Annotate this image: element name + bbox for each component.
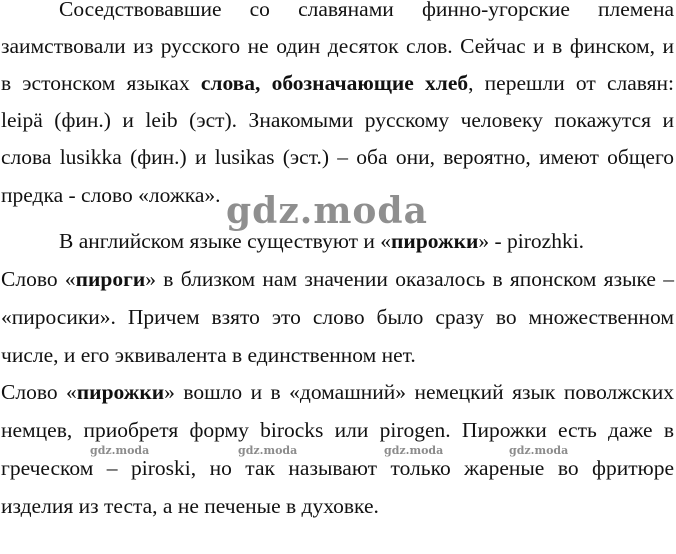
- text-span: слова lusikka (фин.) и lusikas (эст.) – оба они, вероятно, имеют общего: [1, 145, 674, 169]
- paragraph-1-line-3: [1, 68, 674, 98]
- paragraph-3-line-2: [1, 302, 674, 332]
- text-span: Слово «: [1, 267, 76, 291]
- text-span: числе, и его эквивалента в единственном нет.: [1, 343, 416, 367]
- text-span: leipä (фин.) и leib (эст). Знакомыми русскому человеку покажутся и: [1, 108, 674, 132]
- bold-term: слова, обозначающие хлеб: [200, 71, 469, 95]
- paragraph-1-line-1: [59, 0, 674, 24]
- text-span: В английском языке существуют и «: [59, 229, 392, 253]
- watermark-small-1: gdz.moda: [90, 444, 150, 457]
- text-span: Слово «: [1, 380, 77, 404]
- text-span: » - pirozhki.: [478, 229, 585, 253]
- watermark-small-2: gdz.moda: [238, 444, 298, 457]
- text-span: предка - слово «ложка».: [1, 183, 221, 207]
- bold-term: пирожки: [76, 380, 165, 404]
- text-span: , перешли от славян:: [468, 71, 675, 95]
- paragraph-1-line-4: [1, 105, 674, 135]
- text-span: » в близком нам значении оказалось в японском языке –: [145, 267, 674, 291]
- watermark-small-4: gdz.moda: [509, 444, 569, 457]
- watermark-small-3: gdz.moda: [384, 444, 444, 457]
- watermark-logo: gdz.moda: [226, 190, 428, 232]
- text-span: в эстонском языках: [1, 71, 201, 95]
- paragraph-3-line-1: [1, 264, 674, 294]
- paragraph-1-line-5: [1, 142, 674, 172]
- text-span: «пиросики». Причем взято это слово было сразу во множественном: [1, 305, 674, 329]
- paragraph-4-line-1: [1, 377, 674, 407]
- paragraph-3-line-3: [1, 340, 674, 370]
- text-span: греческом – piroski, но так называют только жареные во фритюре: [1, 456, 674, 480]
- bold-term: пирожки: [391, 229, 479, 253]
- text-span: немцев, приобретя форму birocks или pirogen. Пирожки есть даже в: [1, 418, 674, 442]
- bold-term: пироги: [75, 267, 146, 291]
- text-span: » вошло и в «домашний» немецкий язык поволжских: [164, 380, 674, 404]
- text-span: Соседствовавшие со славянами финно-угорские племена: [59, 0, 674, 21]
- paragraph-1-line-2: [1, 31, 674, 61]
- paragraph-4-line-2: [1, 415, 674, 445]
- text-span: изделия из теста, а не печеные в духовке.: [1, 494, 379, 518]
- paragraph-4-line-4: [1, 491, 674, 521]
- paragraph-4-line-3: [1, 453, 674, 483]
- text-span: заимствовали из русского не один десяток слов. Сейчас и в финском, и: [1, 34, 674, 58]
